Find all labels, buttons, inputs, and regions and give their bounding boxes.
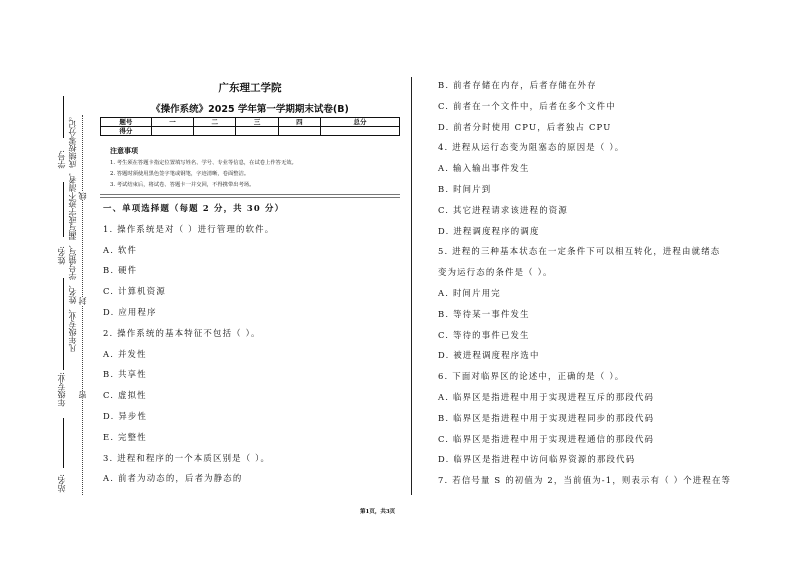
question-line: A. 并发性 xyxy=(103,348,147,359)
name-line xyxy=(63,182,64,237)
question-line: C. 虚拟性 xyxy=(103,390,147,401)
score-table xyxy=(100,117,400,136)
column-divider xyxy=(411,77,412,495)
score-table-header: 总分 xyxy=(321,118,400,127)
question-line: A. 输入输出事件发生 xyxy=(438,163,530,174)
question-line: 6. 下面对临界区的论述中，正确的是（ ）。 xyxy=(438,371,625,382)
score-table-header-row xyxy=(101,118,400,127)
score-table-header: 二 xyxy=(194,118,236,127)
question-line: B. 硬件 xyxy=(103,265,138,276)
question-line: D. 异步性 xyxy=(103,411,148,421)
question-line: E. 完整性 xyxy=(103,431,147,442)
score-table-header: 题号 xyxy=(101,118,152,127)
question-line: 2. 操作系统的基本特征不包括（ ）。 xyxy=(103,327,261,338)
question-line: C. 等待的事件已发生 xyxy=(438,329,530,340)
seal-char-feng: 封 xyxy=(78,297,87,305)
notice-title: 注意事项 xyxy=(110,147,138,155)
major-line xyxy=(63,278,64,370)
notice-item: 3. 考试结束后，将试卷、答题卡一并交回，不得携带出考场。 xyxy=(110,182,255,188)
score-cell xyxy=(278,127,320,136)
question-line: A. 时间片用完 xyxy=(438,288,501,298)
seal-char-mi: 密 xyxy=(78,391,87,399)
question-line: C. 前者在一个文件中，后者在多个文件中 xyxy=(438,100,616,111)
score-row-label: 得分 xyxy=(101,127,152,136)
student-id-line xyxy=(63,96,64,138)
page-number: 第1页，共3页 xyxy=(360,509,396,515)
exam-title: 《操作系统》2025 学年第一学期期末试卷(B) xyxy=(151,104,349,115)
header-divider xyxy=(100,194,400,198)
question-line: B. 等待某一事件发生 xyxy=(438,308,530,319)
question-line: C. 临界区是指进程中用于实现进程通信的那段代码 xyxy=(438,433,655,444)
score-cell xyxy=(194,127,236,136)
question-line: B. 临界区是指进程中用于实现进程同步的那段代码 xyxy=(438,412,655,423)
score-table-header: 三 xyxy=(236,118,278,127)
question-line: A. 临界区是指进程中用于实现进程互斥的那段代码 xyxy=(438,392,655,402)
binding-warning: 凡年级专业、姓名、学号错写、漏写或字迹不清者，成绩按零分记。 xyxy=(68,112,77,352)
station-label: 站名: xyxy=(57,474,66,493)
station-line xyxy=(63,418,64,468)
question-line: D. 临界区是指进程中访问临界资源的那段代码 xyxy=(438,454,636,465)
question-line: 7. 若信号量 S 的初值为 2，当前值为-1，则表示有（ ）个进程在等 xyxy=(438,475,732,486)
question-line: D. 应用程序 xyxy=(103,307,157,317)
question-line: D. 进程调度程序的调度 xyxy=(438,225,540,236)
section-heading: 一、单项选择题（每题 2 分，共 30 分） xyxy=(103,203,285,213)
score-table-score-row xyxy=(101,127,400,136)
question-line: 5. 进程的三种基本状态在一定条件下可以相互转化，进程由就绪态 xyxy=(438,246,721,257)
score-cell xyxy=(321,127,400,136)
notice-item: 2. 答题时须使用黑色签字笔或钢笔，字迹清晰，卷面整洁。 xyxy=(110,171,250,177)
question-line: B. 时间片到 xyxy=(438,184,492,194)
score-table-header: 一 xyxy=(151,118,193,127)
question-line: 1. 操作系统是对（ ）进行管理的软件。 xyxy=(103,223,275,234)
seal-char-xian: 线 xyxy=(78,192,87,200)
question-line: D. 前者分时使用 CPU，后者独占 CPU xyxy=(438,121,612,132)
score-cell xyxy=(151,127,193,136)
question-line: B. 前者存储在内存，后者存储在外存 xyxy=(438,80,597,90)
score-table-header: 四 xyxy=(278,118,320,127)
question-line: D. 被进程调度程序选中 xyxy=(438,350,540,361)
student-id-label: 学号: xyxy=(57,150,66,169)
seal-line xyxy=(82,115,83,495)
name-label: 姓名: xyxy=(57,246,66,265)
major-label: 年级专业: xyxy=(57,372,66,407)
question-line: A. 软件 xyxy=(103,244,138,255)
score-cell xyxy=(236,127,278,136)
notice-item: 1. 考生须在答题卡指定位置填写姓名、学号、专业等信息，在试卷上作答无效。 xyxy=(110,160,297,166)
school-name: 广东理工学院 xyxy=(218,82,282,94)
question-line: 变为运行态的条件是（ ）。 xyxy=(438,267,553,278)
question-line: 3. 进程和程序的一个本质区别是（ ）。 xyxy=(103,452,271,463)
question-line: 4. 进程从运行态变为阻塞态的原因是（ ）。 xyxy=(438,142,625,153)
question-line: A. 前者为动态的，后者为静态的 xyxy=(103,473,243,484)
question-line: C. 计算机资源 xyxy=(103,286,166,297)
question-line: C. 其它进程请求该进程的资源 xyxy=(438,204,568,215)
question-line: B. 共享性 xyxy=(103,369,147,380)
